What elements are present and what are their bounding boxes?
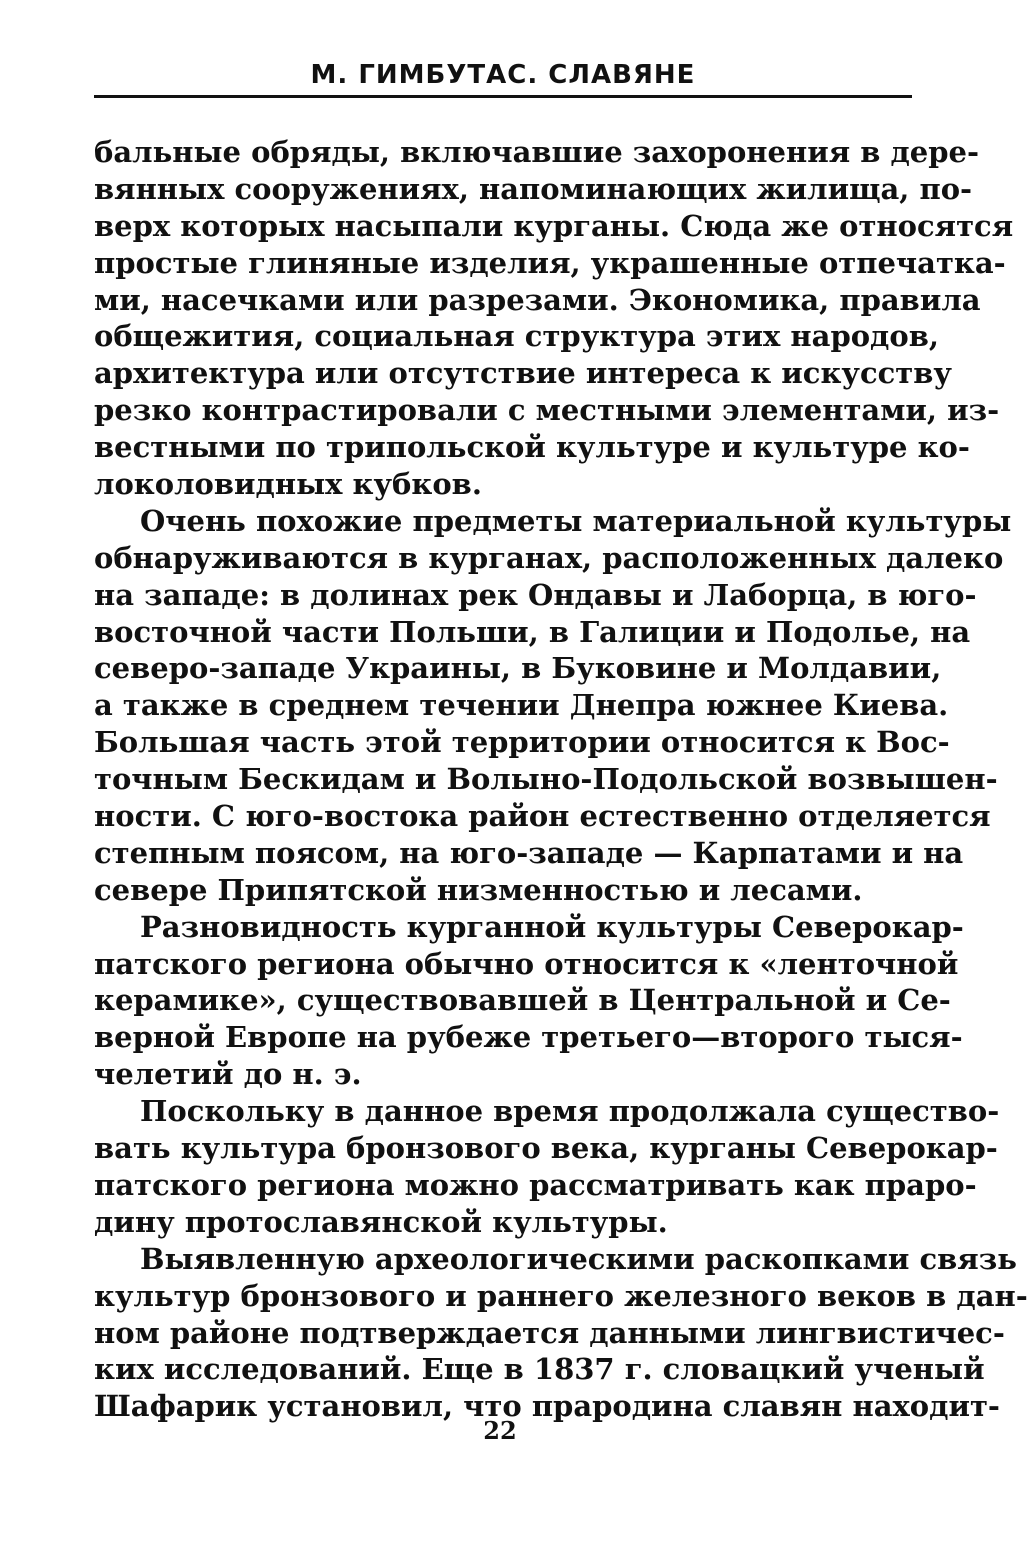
text-line: севере Припятской низменностью и лесами.: [94, 872, 863, 907]
body-text: [94, 134, 1028, 1425]
running-head: М. ГИМБУТАС. СЛАВЯНЕ: [310, 60, 696, 90]
text-line: керамике», существовавшей в Центральной и Се-: [94, 983, 951, 1018]
text-line: ности. С юго-востока район естественно отделяется: [94, 799, 991, 834]
text-line: Разновидность курганной культуры Северокар-: [140, 909, 964, 944]
paragraph-5: [94, 1241, 1028, 1425]
paragraph-3: [94, 909, 964, 1093]
text-line: верной Европе на рубеже третьего—второго тыся-: [94, 1020, 963, 1055]
text-line: локоловидных кубков.: [94, 467, 482, 502]
text-line: патского региона можно рассматривать как праро-: [94, 1167, 977, 1202]
header-rule: [94, 95, 912, 98]
text-line: вать культура бронзового века, курганы Северокар-: [94, 1131, 998, 1166]
text-line: резко контрастировали с местными элементами, из-: [94, 393, 1000, 428]
text-line: вестными по трипольской культуре и культуре ко-: [94, 430, 970, 465]
text-line: бальные обряды, включавшие захоронения в дере-: [94, 135, 980, 169]
text-line: Выявленную археологическими раскопками связь: [140, 1241, 1017, 1276]
text-line: ном районе подтверждается данными лингвистичес-: [94, 1315, 1005, 1350]
page-number: 22: [483, 1416, 517, 1445]
text-line: Поскольку в данное время продолжала существо-: [140, 1094, 1000, 1129]
text-line: культур бронзового и раннего железного веков в дан-: [94, 1278, 1028, 1313]
text-line: Большая часть этой территории относится к Вос-: [94, 725, 950, 760]
text-line: ких исследований. Еще в 1837 г. словацкий ученый: [94, 1352, 985, 1387]
text-line: дину протославянской культуры.: [94, 1204, 668, 1239]
text-line: патского региона обычно относится к «ленточной: [94, 946, 959, 981]
text-line: архитектура или отсутствие интереса к искусству: [94, 356, 952, 391]
text-line: а также в среднем течении Днепра южнее Киева.: [94, 688, 949, 723]
text-line: Шафарик установил, что прародина славян находит-: [94, 1389, 1000, 1424]
paragraph-2: [94, 503, 1012, 909]
text-line: ми, насечками или разрезами. Экономика, правила: [94, 282, 981, 317]
text-line: простые глиняные изделия, украшенные отпечатка-: [94, 245, 1006, 280]
text-line: челетий до н. э.: [94, 1057, 362, 1092]
text-line: на западе: в долинах рек Ондавы и Лаборца, в юго-: [94, 577, 977, 612]
text-line: общежития, социальная структура этих народов,: [94, 319, 939, 354]
text-line: Очень похожие предметы материальной культуры: [140, 503, 1012, 538]
text-line: северо-западе Украины, в Буковине и Молдавии,: [94, 651, 942, 686]
paragraph-4: [94, 1093, 1000, 1241]
text-line: степным поясом, на юго-западе — Карпатами и на: [94, 835, 964, 870]
text-line: восточной части Польши, в Галиции и Подолье, на: [94, 614, 971, 649]
paragraph-1: [94, 134, 1014, 503]
text-line: верх которых насыпали курганы. Сюда же относятся: [94, 208, 1014, 243]
text-line: вянных сооружениях, напоминающих жилища, по-: [94, 171, 973, 206]
text-line: обнаруживаются в курганах, расположенных далеко: [94, 540, 1004, 575]
text-line: точным Бескидам и Волыно-Подольской возвышен-: [94, 762, 998, 797]
